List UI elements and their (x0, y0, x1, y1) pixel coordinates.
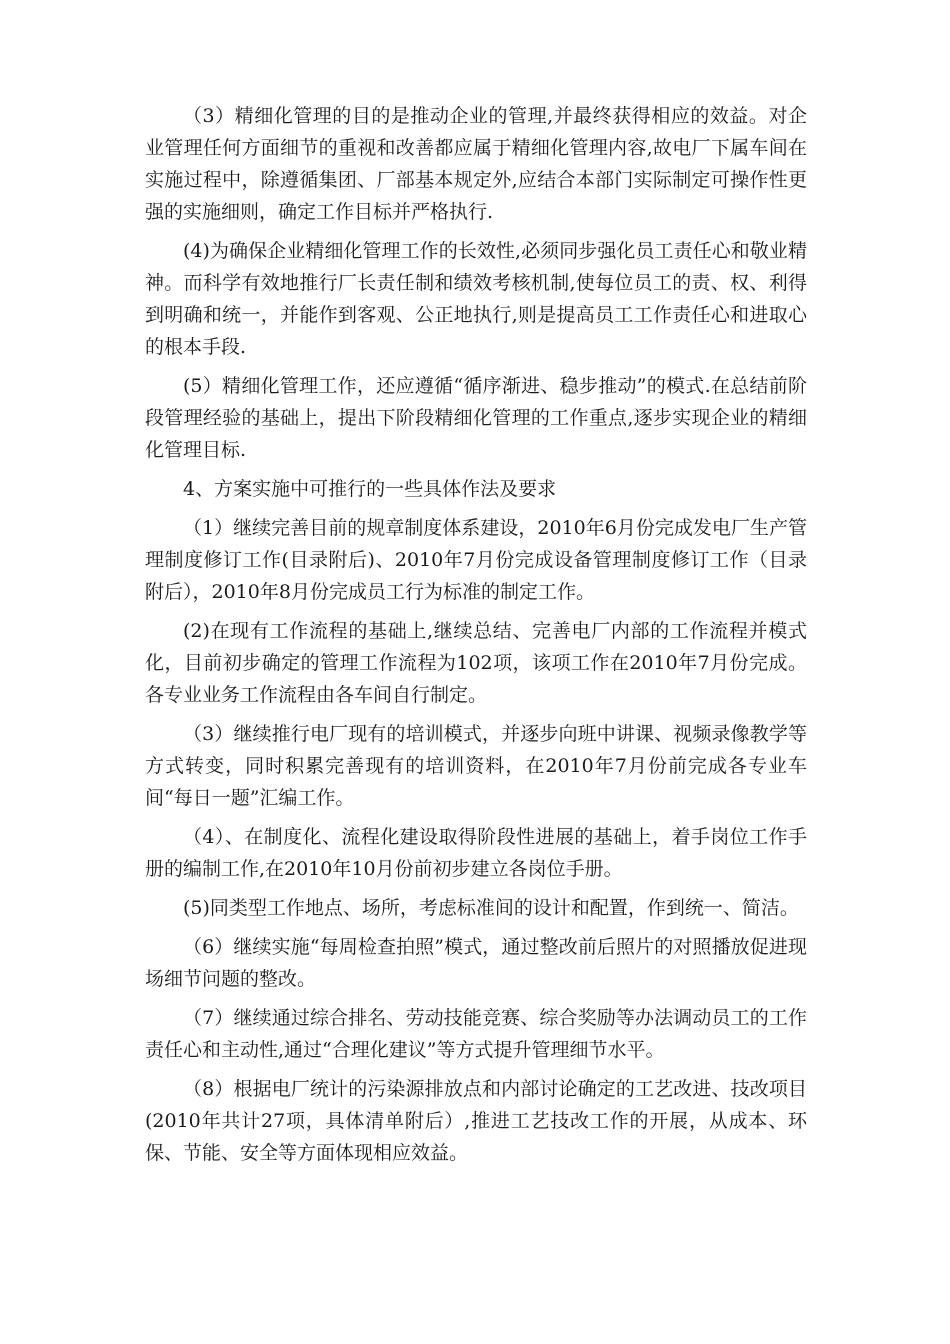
document-body (145, 100, 807, 1176)
item-4-post-manual: （4）、在制度化、流程化建设取得阶段性进展的基础上，着手岗位工作手册的编制工作,在2010年10月份前初步建立各岗位手册。 (145, 826, 807, 880)
section-heading-4: 4、方案实施中可推行的一些具体作法及要求 (183, 478, 557, 500)
item-1-regulations: （1）继续完善目前的规章制度体系建设，2010年6月份完成发电厂生产管理制度修订工作(目录附后)、2010年7月份完成设备管理制度修订工作（目录附后），2010年8月份完成员工行为标准的制定工作。 (145, 517, 807, 603)
paragraph-4-responsibility: (4)为确保企业精细化管理工作的长效性,必须同步强化员工责任心和敬业精神。而科学有效地推行厂长责任制和绩效考核机制,使每位员工的责、权、利得到明确和统一，并能作到客观、公正地执行,则是提高员工工作责任心和进取心的根本手段. (145, 240, 807, 358)
item-7-staff-motivation: （7）继续通过综合排名、劳动技能竞赛、综合奖励等办法调动员工的工作责任心和主动性,通过“合理化建议”等方式提升管理细节水平。 (145, 1007, 807, 1061)
item-6-weekly-photos: （6）继续实施“每周检查拍照”模式，通过整改前后照片的对照播放促进现场细节问题的整改。 (145, 936, 807, 990)
paragraph-5-gradual-progress: (5）精细化管理工作，还应遵循“循序渐进、稳步推动”的模式.在总结前阶段管理经验的基础上，提出下阶段精细化管理的工作重点,逐步实现企业的精细化管理目标. (145, 375, 807, 461)
item-5-standard-rooms: (5)同类型工作地点、场所，考虑标准间的设计和配置，作到统一、简洁。 (183, 897, 799, 919)
item-2-workflow: (2)在现有工作流程的基础上,继续总结、完善电厂内部的工作流程并模式化，目前初步确定的管理工作流程为102项，该项工作在2010年7月份完成。各专业业务工作流程由各车间自行制定。 (145, 620, 807, 706)
paragraph-3-management-goal: （3）精细化管理的目的是推动企业的管理,并最终获得相应的效益。对企业管理任何方面细节的重视和改善都应属于精细化管理内容,故电厂下属车间在实施过程中，除遵循集团、厂部基本规定外,应结合本部门实际制定可操作性更强的实施细则，确定工作目标并严格执行. (145, 105, 807, 223)
item-3-training: （3）继续推行电厂现有的培训模式，并逐步向班中讲课、视频录像教学等方式转变，同时积累完善现有的培训资料，在2010年7月份前完成各专业车间“每日一题”汇编工作。 (145, 723, 807, 809)
item-8-tech-improvement: （8）根据电厂统计的污染源排放点和内部讨论确定的工艺改进、技改项目(2010年共计27项，具体清单附后）,推进工艺技改工作的开展，从成本、环保、节能、安全等方面体现相应效益。 (145, 1078, 807, 1164)
